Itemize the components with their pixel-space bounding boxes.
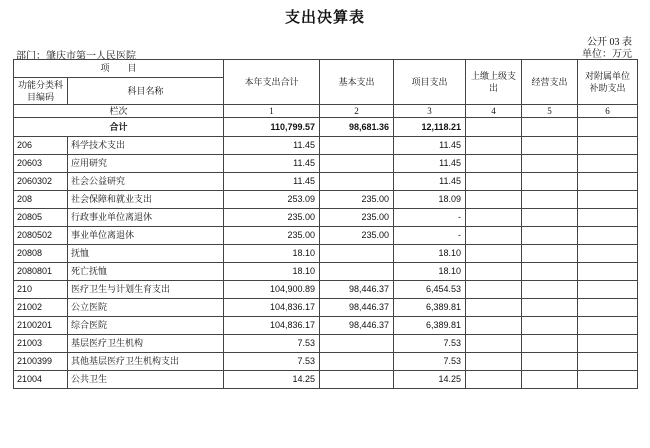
col-number: 5 xyxy=(522,105,578,118)
row-subject-name: 社会公益研究 xyxy=(68,173,224,191)
row-value xyxy=(578,263,638,281)
row-value: 235.00 xyxy=(320,209,394,227)
row-code: 21002 xyxy=(14,299,68,317)
row-subject-name: 公共卫生 xyxy=(68,371,224,389)
row-subject-name: 死亡抚恤 xyxy=(68,263,224,281)
table-row xyxy=(14,281,638,299)
row-value: 18.10 xyxy=(224,245,320,263)
row-value: 11.45 xyxy=(394,155,466,173)
row-value: 11.45 xyxy=(394,173,466,191)
row-value xyxy=(578,137,638,155)
row-value xyxy=(466,191,522,209)
table-row xyxy=(14,353,638,371)
row-value: 18.10 xyxy=(394,245,466,263)
row-value: 6,389.81 xyxy=(394,299,466,317)
project-header: 项 目 xyxy=(14,60,224,78)
row-code: 21004 xyxy=(14,371,68,389)
row-value xyxy=(578,173,638,191)
row-value: 14.25 xyxy=(224,371,320,389)
row-value xyxy=(320,263,394,281)
row-value: 253.09 xyxy=(224,191,320,209)
table-row xyxy=(14,299,638,317)
row-value: 18.09 xyxy=(394,191,466,209)
row-value: 18.10 xyxy=(394,263,466,281)
col-header-6: 对附属单位补助支出 xyxy=(578,60,638,105)
row-code: 2080801 xyxy=(14,263,68,281)
row-code: 20808 xyxy=(14,245,68,263)
row-value xyxy=(578,371,638,389)
row-value xyxy=(578,191,638,209)
row-value: 14.25 xyxy=(394,371,466,389)
table-row xyxy=(14,155,638,173)
row-value: 235.00 xyxy=(224,209,320,227)
row-code: 2100399 xyxy=(14,353,68,371)
row-value xyxy=(466,317,522,335)
row-subject-name: 医疗卫生与计划生育支出 xyxy=(68,281,224,299)
row-value: - xyxy=(394,209,466,227)
row-code: 208 xyxy=(14,191,68,209)
row-subject-name: 综合医院 xyxy=(68,317,224,335)
row-value xyxy=(522,299,578,317)
col-header-1: 本年支出合计 xyxy=(224,60,320,105)
row-value xyxy=(320,371,394,389)
row-code: 20603 xyxy=(14,155,68,173)
row-value xyxy=(578,335,638,353)
row-value xyxy=(320,173,394,191)
row-value: 7.53 xyxy=(394,353,466,371)
department-label: 部门：肇庆市第一人民医院 xyxy=(16,51,136,62)
row-code: 2060302 xyxy=(14,173,68,191)
table-row xyxy=(14,137,638,155)
row-value: 235.00 xyxy=(320,191,394,209)
row-value xyxy=(522,335,578,353)
row-subject-name: 行政事业单位离退休 xyxy=(68,209,224,227)
row-subject-name: 基层医疗卫生机构 xyxy=(68,335,224,353)
row-value: 104,900.89 xyxy=(224,281,320,299)
total-value: 98,681.36 xyxy=(320,118,394,137)
row-value: 18.10 xyxy=(224,263,320,281)
row-value xyxy=(466,353,522,371)
row-value: 7.53 xyxy=(394,335,466,353)
row-code: 206 xyxy=(14,137,68,155)
col-header-5: 经营支出 xyxy=(522,60,578,105)
row-value xyxy=(466,137,522,155)
row-value: 11.45 xyxy=(224,137,320,155)
row-subject-name: 应用研究 xyxy=(68,155,224,173)
row-value xyxy=(578,317,638,335)
row-value: 98,446.37 xyxy=(320,317,394,335)
table-row xyxy=(14,245,638,263)
table-row xyxy=(14,227,638,245)
expenditure-table xyxy=(13,59,638,389)
row-value xyxy=(466,281,522,299)
row-value xyxy=(466,245,522,263)
unit-label: 单位：万元 xyxy=(582,49,632,60)
row-value xyxy=(522,263,578,281)
row-value: 104,836.17 xyxy=(224,299,320,317)
total-value xyxy=(578,118,638,137)
col-header-3: 项目支出 xyxy=(394,60,466,105)
table-row xyxy=(14,263,638,281)
row-value: 98,446.37 xyxy=(320,299,394,317)
row-value xyxy=(320,353,394,371)
row-value xyxy=(522,173,578,191)
table-row xyxy=(14,371,638,389)
row-value xyxy=(320,335,394,353)
subject-name-header: 科目名称 xyxy=(68,78,224,105)
total-value: 12,118.21 xyxy=(394,118,466,137)
row-value xyxy=(466,209,522,227)
row-value xyxy=(466,155,522,173)
table-row xyxy=(14,209,638,227)
row-value xyxy=(466,263,522,281)
row-value xyxy=(466,335,522,353)
row-value xyxy=(578,155,638,173)
table-row xyxy=(14,191,638,209)
row-subject-name: 事业单位离退休 xyxy=(68,227,224,245)
page-title: 支出决算表 xyxy=(284,8,365,26)
row-value: 11.45 xyxy=(394,137,466,155)
row-code: 21003 xyxy=(14,335,68,353)
row-value xyxy=(466,299,522,317)
row-value: 6,454.53 xyxy=(394,281,466,299)
row-subject-name: 抚恤 xyxy=(68,245,224,263)
row-value xyxy=(578,209,638,227)
row-value xyxy=(320,155,394,173)
total-value xyxy=(522,118,578,137)
form-code: 公开 03 表 xyxy=(587,37,632,48)
table-row xyxy=(14,335,638,353)
row-value xyxy=(522,155,578,173)
row-code: 2100201 xyxy=(14,317,68,335)
row-value: 11.45 xyxy=(224,155,320,173)
col-index-label: 栏次 xyxy=(14,105,224,118)
row-value: 6,389.81 xyxy=(394,317,466,335)
row-value: 235.00 xyxy=(320,227,394,245)
row-value xyxy=(578,245,638,263)
row-value: 11.45 xyxy=(224,173,320,191)
row-code: 20805 xyxy=(14,209,68,227)
row-value xyxy=(522,245,578,263)
func-code-header: 功能分类科目编码 xyxy=(14,78,68,105)
col-header-4: 上缴上级支出 xyxy=(466,60,522,105)
total-value xyxy=(466,118,522,137)
row-value xyxy=(522,227,578,245)
row-value xyxy=(320,245,394,263)
table-row xyxy=(14,317,638,335)
row-value: 98,446.37 xyxy=(320,281,394,299)
row-value xyxy=(466,371,522,389)
row-value xyxy=(522,353,578,371)
row-value xyxy=(522,281,578,299)
row-value xyxy=(466,173,522,191)
row-value xyxy=(522,191,578,209)
row-value: 7.53 xyxy=(224,353,320,371)
row-code: 210 xyxy=(14,281,68,299)
row-value: 104,836.17 xyxy=(224,317,320,335)
row-value xyxy=(578,227,638,245)
row-code: 2080502 xyxy=(14,227,68,245)
row-value xyxy=(578,281,638,299)
row-value: - xyxy=(394,227,466,245)
col-number: 2 xyxy=(320,105,394,118)
row-value xyxy=(522,137,578,155)
total-value: 110,799.57 xyxy=(224,118,320,137)
col-header-2: 基本支出 xyxy=(320,60,394,105)
row-subject-name: 科学技术支出 xyxy=(68,137,224,155)
row-value: 7.53 xyxy=(224,335,320,353)
row-value xyxy=(466,227,522,245)
row-value xyxy=(522,209,578,227)
col-number: 6 xyxy=(578,105,638,118)
row-value xyxy=(522,317,578,335)
table-body xyxy=(14,137,638,389)
row-value xyxy=(320,137,394,155)
row-subject-name: 其他基层医疗卫生机构支出 xyxy=(68,353,224,371)
col-number: 1 xyxy=(224,105,320,118)
row-value xyxy=(522,371,578,389)
col-number: 3 xyxy=(394,105,466,118)
row-subject-name: 公立医院 xyxy=(68,299,224,317)
table-row xyxy=(14,173,638,191)
row-value: 235.00 xyxy=(224,227,320,245)
row-value xyxy=(578,299,638,317)
row-value xyxy=(578,353,638,371)
total-label: 合计 xyxy=(14,118,224,137)
row-subject-name: 社会保障和就业支出 xyxy=(68,191,224,209)
col-number: 4 xyxy=(466,105,522,118)
